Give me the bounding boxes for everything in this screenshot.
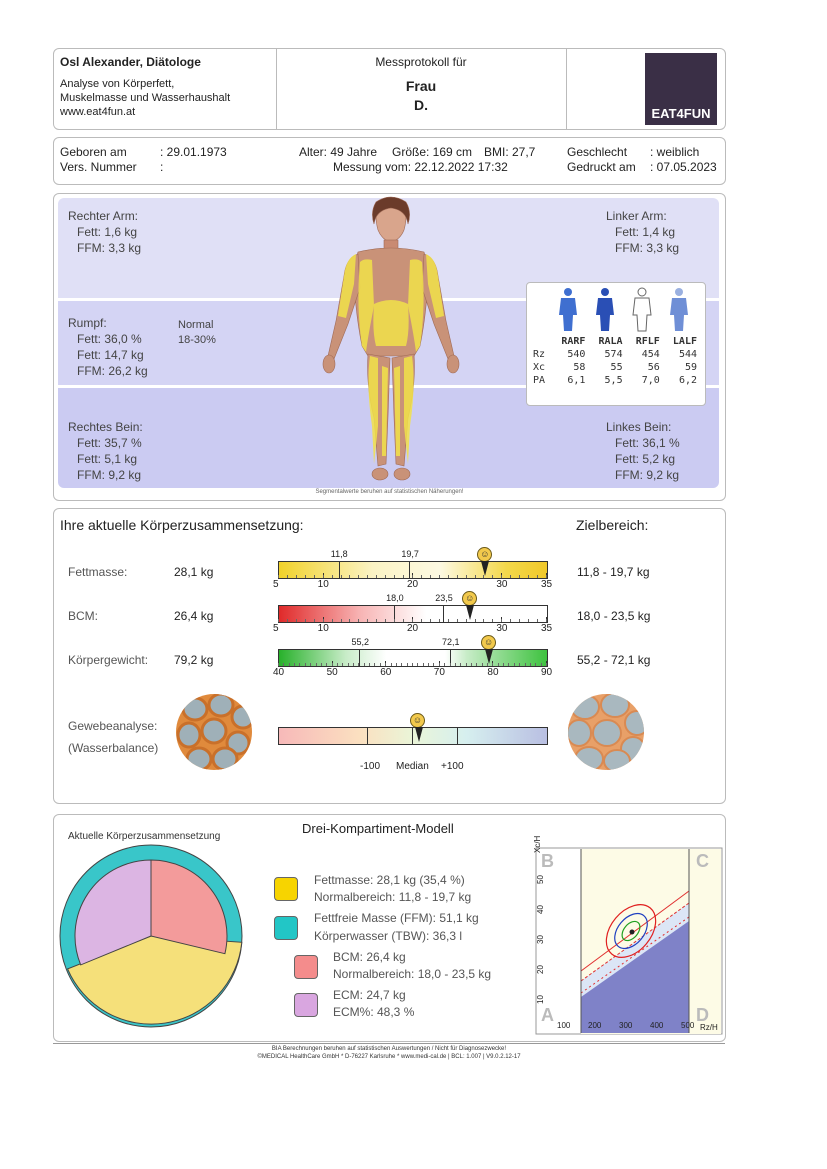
bia-figures — [553, 287, 703, 333]
weight-tick: 50 — [326, 667, 338, 678]
fat-minor-tick — [430, 575, 431, 578]
segments-box — [53, 193, 726, 501]
printed-label: Gedruckt am — [567, 160, 636, 174]
trunk-normal-label: Normal — [178, 319, 214, 331]
legend-ecm-swatch — [294, 993, 318, 1017]
weight-minor-tick — [439, 663, 440, 666]
weight-minor-tick — [407, 663, 408, 666]
logo-text: EAT4FUN — [651, 106, 711, 121]
fat-label: Fettmasse: — [68, 565, 128, 579]
weight-value: 79,2 kg — [174, 653, 214, 667]
cell: 6,2 — [678, 375, 697, 386]
weight-minor-tick — [278, 663, 279, 666]
weight-minor-tick — [519, 663, 520, 666]
cell: 58 — [573, 362, 586, 373]
weight-minor-tick — [283, 663, 284, 666]
figure-rala-icon — [596, 288, 614, 331]
right-arm-fat: Fett: 1,6 kg — [77, 225, 138, 239]
legend-bcm-line2: Normalbereich: 18,0 - 23,5 kg — [333, 967, 492, 981]
weight-minor-tick — [541, 663, 542, 666]
company-desc-2: Muskelmasse und Wasserhaushalt — [60, 92, 231, 104]
target-title: Zielbereich: — [576, 517, 649, 533]
weight-tick: 90 — [541, 667, 553, 678]
trunk-fat-pct: Fett: 36,0 % — [77, 332, 142, 346]
weight-minor-tick — [396, 663, 397, 666]
model-box — [53, 814, 726, 1042]
tissue-tick-plus — [457, 728, 458, 744]
weight-tick: 60 — [380, 667, 392, 678]
weight-gauge — [273, 635, 553, 685]
bia-header: RFLF — [635, 336, 660, 347]
weight-minor-tick — [546, 663, 547, 666]
trunk-title: Rumpf: — [68, 316, 107, 330]
rxc-y-tick: 30 — [535, 935, 545, 944]
rxc-x-tick: 100 — [557, 1021, 571, 1030]
bmi: BMI: 27,7 — [484, 145, 536, 159]
weight-minor-tick — [450, 663, 451, 666]
weight-minor-tick — [310, 663, 311, 666]
person-name: D. — [414, 97, 428, 113]
bia-header: LALF — [672, 336, 697, 347]
weight-minor-tick — [476, 663, 477, 666]
weight-minor-tick — [525, 663, 526, 666]
fat-minor-tick — [305, 575, 306, 578]
weight-minor-tick — [412, 663, 413, 666]
footer-rule — [53, 1043, 725, 1044]
bcm-minor-tick — [332, 619, 333, 622]
tissue-plus: +100 — [441, 761, 464, 772]
fat-tick: 20 — [407, 579, 419, 590]
measurement-date: Messung vom: 22.12.2022 17:32 — [333, 160, 508, 174]
cell: 55 — [610, 362, 623, 373]
weight-label: Körpergewicht: — [68, 653, 149, 667]
weight-target: 55,2 - 72,1 kg — [577, 653, 651, 667]
rxc-x-tick: 400 — [650, 1021, 664, 1030]
weight-minor-tick — [294, 663, 295, 666]
bcm-range-line — [443, 606, 444, 622]
rxc-quadrant-b: B — [541, 851, 554, 871]
bcm-minor-tick — [492, 619, 493, 622]
bcm-minor-tick — [430, 619, 431, 622]
fat-minor-tick — [519, 575, 520, 578]
composition-pie-chart — [58, 843, 244, 1029]
weight-minor-tick — [508, 663, 509, 666]
weight-high-label: 72,1 — [442, 637, 460, 647]
born-label: Geboren am — [60, 145, 127, 159]
header-box — [53, 48, 726, 130]
born-value: : 29.01.1973 — [160, 145, 227, 159]
bcm-minor-tick — [394, 619, 395, 622]
bcm-tick: 20 — [407, 623, 419, 634]
bcm-minor-tick — [358, 619, 359, 622]
rxc-quadrant-d: D — [696, 1005, 709, 1025]
fat-minor-tick — [349, 575, 350, 578]
weight-minor-tick — [380, 663, 381, 666]
cell-left-icon — [175, 693, 253, 771]
bcm-minor-tick — [501, 619, 502, 622]
bcm-minor-tick — [439, 619, 440, 622]
weight-tick: 80 — [487, 667, 499, 678]
height: Größe: 169 cm — [392, 145, 473, 159]
weight-minor-tick — [337, 663, 338, 666]
bcm-smiley-icon: ☺ — [462, 591, 477, 606]
legend-ecm-line2: ECM%: 48,3 % — [333, 1005, 415, 1019]
composition-box — [53, 508, 726, 804]
fat-minor-tick — [546, 575, 547, 578]
vers-label: Vers. Nummer — [60, 160, 137, 174]
fat-minor-tick — [376, 575, 377, 578]
bia-header-row — [529, 335, 701, 348]
rxc-x-axis-label: Rz/H — [700, 1023, 718, 1032]
cell: 454 — [641, 349, 660, 360]
bcm-minor-tick — [376, 619, 377, 622]
tissue-pointer — [415, 727, 423, 742]
fat-target: 11,8 - 19,7 kg — [577, 565, 650, 579]
right-arm-ffm: FFM: 3,3 kg — [77, 241, 142, 255]
weight-minor-tick — [482, 663, 483, 666]
footer-line-2: ©MEDICAL HealthCare GmbH * D-76227 Karlsruhe * www.medi-cal.de | BCL: 1.007 | V9.0.2.12-17 — [257, 1054, 521, 1060]
protocol-title: Messprotokoll für — [375, 55, 467, 69]
fat-high-label: 19,7 — [401, 549, 419, 559]
fat-minor-tick — [457, 575, 458, 578]
legend-fat-line1: Fettmasse: 28,1 kg (35,4 %) — [314, 873, 465, 887]
bcm-gauge — [273, 591, 553, 641]
legend-fat-swatch — [274, 877, 298, 901]
weight-smiley-icon: ☺ — [481, 635, 496, 650]
weight-minor-tick — [444, 663, 445, 666]
bcm-minor-tick — [385, 619, 386, 622]
figure-rarf-icon — [559, 288, 577, 331]
bcm-gauge-bar — [278, 605, 548, 623]
fat-pointer — [481, 561, 489, 576]
printed-value: : 07.05.2023 — [650, 160, 717, 174]
fat-minor-tick — [314, 575, 315, 578]
right-arm-title: Rechter Arm: — [68, 209, 139, 223]
bcm-minor-tick — [403, 619, 404, 622]
bcm-label: BCM: — [68, 609, 98, 623]
person-title: Frau — [405, 78, 437, 94]
bcm-minor-tick — [349, 619, 350, 622]
weight-minor-tick — [428, 663, 429, 666]
bia-header: RALA — [598, 336, 623, 347]
logo — [645, 53, 717, 125]
fat-minor-tick — [510, 575, 511, 578]
left-arm-fat: Fett: 1,4 kg — [615, 225, 676, 239]
tissue-gauge-bar — [278, 727, 548, 745]
fat-minor-tick — [492, 575, 493, 578]
left-leg-title: Linkes Bein: — [606, 420, 672, 434]
bcm-value: 26,4 kg — [174, 609, 214, 623]
bcm-minor-tick — [287, 619, 288, 622]
fat-minor-tick — [421, 575, 422, 578]
weight-minor-tick — [364, 663, 365, 666]
bia-table-panel — [526, 282, 706, 406]
fat-gauge — [273, 547, 553, 597]
weight-minor-tick — [530, 663, 531, 666]
right-leg-fat: Fett: 5,1 kg — [77, 452, 138, 466]
fat-minor-tick — [385, 575, 386, 578]
body-figure — [316, 196, 466, 488]
bcm-minor-tick — [367, 619, 368, 622]
weight-minor-tick — [498, 663, 499, 666]
fat-gauge-bar — [278, 561, 548, 579]
legend-ecm-line1: ECM: 24,7 kg — [333, 988, 406, 1002]
fat-minor-tick — [528, 575, 529, 578]
tissue-tick-median — [412, 728, 413, 744]
cell: 6,1 — [567, 375, 586, 386]
fat-minor-tick — [367, 575, 368, 578]
weight-minor-tick — [417, 663, 418, 666]
bcm-minor-tick — [314, 619, 315, 622]
table-row — [529, 374, 701, 387]
fat-minor-tick — [475, 575, 476, 578]
left-leg-fat-pct: Fett: 36,1 % — [615, 436, 680, 450]
segments-footnote: Segmentalwerte beruhen auf statistischen Näherungen! — [315, 489, 464, 495]
cell: 7,0 — [641, 375, 660, 386]
rxc-y-tick: 10 — [535, 995, 545, 1004]
fat-minor-tick — [341, 575, 342, 578]
sex-value: : weiblich — [650, 145, 700, 159]
bcm-minor-tick — [296, 619, 297, 622]
company-website: www.eat4fun.at — [60, 106, 136, 118]
tissue-smiley-icon: ☺ — [410, 713, 425, 728]
fat-minor-tick — [394, 575, 395, 578]
fat-minor-tick — [501, 575, 502, 578]
rxc-graph — [535, 847, 723, 1035]
weight-minor-tick — [299, 663, 300, 666]
tissue-label-2: (Wasserbalance) — [68, 741, 159, 755]
bcm-minor-tick — [528, 619, 529, 622]
weight-minor-tick — [353, 663, 354, 666]
rxc-y-tick: 20 — [535, 965, 545, 974]
weight-minor-tick — [358, 663, 359, 666]
fat-value: 28,1 kg — [174, 565, 214, 579]
table-row — [529, 361, 701, 374]
rxc-y-tick: 40 — [535, 905, 545, 914]
rxc-quadrant-c: C — [696, 851, 709, 871]
weight-minor-tick — [471, 663, 472, 666]
rxc-x-tick: 200 — [588, 1021, 602, 1030]
left-arm-ffm: FFM: 3,3 kg — [615, 241, 680, 255]
fat-tick: 35 — [541, 579, 553, 590]
vers-value: : — [160, 160, 164, 174]
weight-minor-tick — [374, 663, 375, 666]
rxc-y-tick: 50 — [535, 875, 545, 884]
bcm-minor-tick — [323, 619, 324, 622]
bcm-minor-tick — [537, 619, 538, 622]
bcm-minor-tick — [278, 619, 279, 622]
weight-minor-tick — [369, 663, 370, 666]
bcm-minor-tick — [546, 619, 547, 622]
left-leg-fat: Fett: 5,2 kg — [615, 452, 676, 466]
weight-minor-tick — [391, 663, 392, 666]
cell: 540 — [567, 349, 586, 360]
weight-minor-tick — [332, 663, 333, 666]
bcm-tick: 5 — [273, 623, 279, 634]
bcm-tick: 10 — [317, 623, 329, 634]
fat-low-label: 11,8 — [330, 549, 348, 559]
figure-rflf-icon — [633, 288, 651, 331]
sex-label: Geschlecht — [567, 145, 628, 159]
weight-minor-tick — [535, 663, 536, 666]
weight-low-label: 55,2 — [351, 637, 369, 647]
bia-table — [529, 335, 701, 387]
pie-title: Aktuelle Körperzusammensetzung — [68, 831, 221, 842]
cell: 59 — [684, 362, 697, 373]
fat-minor-tick — [483, 575, 484, 578]
fat-tick: 5 — [273, 579, 279, 590]
fat-range-line — [409, 562, 410, 578]
bcm-minor-tick — [341, 619, 342, 622]
weight-minor-tick — [503, 663, 504, 666]
weight-minor-tick — [326, 663, 327, 666]
table-row — [529, 348, 701, 361]
weight-minor-tick — [423, 663, 424, 666]
fat-tick: 30 — [496, 579, 508, 590]
row-label: PA — [533, 375, 546, 386]
weight-minor-tick — [433, 663, 434, 666]
weight-minor-tick — [321, 663, 322, 666]
bia-header: RARF — [561, 336, 586, 347]
rxc-x-tick: 300 — [619, 1021, 633, 1030]
weight-minor-tick — [348, 663, 349, 666]
row-label: Rz — [533, 349, 546, 360]
right-leg-ffm: FFM: 9,2 kg — [77, 468, 142, 482]
fat-minor-tick — [296, 575, 297, 578]
trunk-ffm: FFM: 26,2 kg — [77, 364, 148, 378]
bcm-minor-tick — [305, 619, 306, 622]
right-leg-title: Rechtes Bein: — [68, 420, 143, 434]
fat-minor-tick — [323, 575, 324, 578]
weight-minor-tick — [289, 663, 290, 666]
bcm-tick: 30 — [496, 623, 508, 634]
weight-minor-tick — [305, 663, 306, 666]
weight-minor-tick — [401, 663, 402, 666]
header-divider-2 — [566, 49, 567, 129]
weight-minor-tick — [487, 663, 488, 666]
fat-minor-tick — [278, 575, 279, 578]
fat-minor-tick — [287, 575, 288, 578]
legend-bcm-swatch — [294, 955, 318, 979]
right-leg-fat-pct: Fett: 35,7 % — [77, 436, 142, 450]
bcm-low-label: 18,0 — [386, 593, 404, 603]
figure-lalf-icon — [670, 288, 688, 331]
weight-minor-tick — [466, 663, 467, 666]
fat-smiley-icon: ☺ — [477, 547, 492, 562]
cell: 5,5 — [604, 375, 623, 386]
age: Alter: 49 Jahre — [299, 145, 378, 159]
bcm-minor-tick — [421, 619, 422, 622]
rxc-x-tick: 500 — [681, 1021, 695, 1030]
fat-minor-tick — [439, 575, 440, 578]
row-label: Xc — [533, 362, 546, 373]
fat-tick: 10 — [317, 579, 329, 590]
fat-minor-tick — [358, 575, 359, 578]
composition-title: Ihre aktuelle Körperzusammensetzung: — [60, 517, 304, 533]
bcm-minor-tick — [475, 619, 476, 622]
trunk-normal-range: 18-30% — [178, 334, 216, 346]
rxc-point — [630, 930, 635, 935]
bcm-minor-tick — [448, 619, 449, 622]
fat-minor-tick — [332, 575, 333, 578]
left-leg-ffm: FFM: 9,2 kg — [615, 468, 680, 482]
cell: 56 — [647, 362, 660, 373]
fat-minor-tick — [537, 575, 538, 578]
fat-minor-tick — [403, 575, 404, 578]
weight-minor-tick — [455, 663, 456, 666]
rxc-y-axis-label: Xc/H — [533, 835, 542, 853]
weight-minor-tick — [342, 663, 343, 666]
tissue-tick-minus — [367, 728, 368, 744]
bcm-minor-tick — [412, 619, 413, 622]
bcm-high-label: 23,5 — [435, 593, 453, 603]
bcm-pointer — [466, 605, 474, 620]
legend-bcm-line1: BCM: 26,4 kg — [333, 950, 406, 964]
company-name: Osl Alexander, Diätologe — [60, 55, 201, 69]
weight-range-line — [359, 650, 360, 666]
footer-line-1: BIA Berechnungen beruhen auf statistischen Auswertungen / Nicht für Diagnosezwecke! — [271, 1046, 507, 1052]
tissue-gauge — [278, 709, 548, 779]
bcm-minor-tick — [483, 619, 484, 622]
rxc-quadrant-a: A — [541, 1005, 554, 1025]
fat-minor-tick — [412, 575, 413, 578]
tissue-label-1: Gewebeanalyse: — [68, 719, 158, 733]
legend-fat-line2: Normalbereich: 11,8 - 19,7 kg — [314, 890, 472, 904]
bcm-minor-tick — [466, 619, 467, 622]
bcm-minor-tick — [519, 619, 520, 622]
tissue-minus: -100 — [360, 761, 381, 772]
bcm-minor-tick — [457, 619, 458, 622]
bcm-minor-tick — [510, 619, 511, 622]
info-box — [53, 137, 726, 185]
company-desc-1: Analyse von Körperfett, — [60, 78, 175, 90]
weight-minor-tick — [316, 663, 317, 666]
weight-minor-tick — [385, 663, 386, 666]
cell: 574 — [604, 349, 623, 360]
cell: 544 — [678, 349, 697, 360]
weight-minor-tick — [514, 663, 515, 666]
model-title: Drei-Kompartiment-Modell — [302, 821, 454, 836]
legend-ffm-line2: Körperwasser (TBW): 36,3 l — [314, 929, 463, 943]
legend-ffm-swatch — [274, 916, 298, 940]
fat-minor-tick — [448, 575, 449, 578]
trunk-fat: Fett: 14,7 kg — [77, 348, 144, 362]
weight-minor-tick — [492, 663, 493, 666]
weight-tick: 40 — [273, 667, 285, 678]
tissue-median: Median — [396, 761, 429, 772]
legend-ffm-line1: Fettfreie Masse (FFM): 51,1 kg — [314, 911, 479, 925]
cell-right-icon — [567, 693, 645, 771]
bcm-tick: 35 — [541, 623, 553, 634]
weight-minor-tick — [460, 663, 461, 666]
fat-minor-tick — [466, 575, 467, 578]
left-arm-title: Linker Arm: — [606, 209, 667, 223]
weight-tick: 70 — [433, 667, 445, 678]
bcm-target: 18,0 - 23,5 kg — [577, 609, 651, 623]
